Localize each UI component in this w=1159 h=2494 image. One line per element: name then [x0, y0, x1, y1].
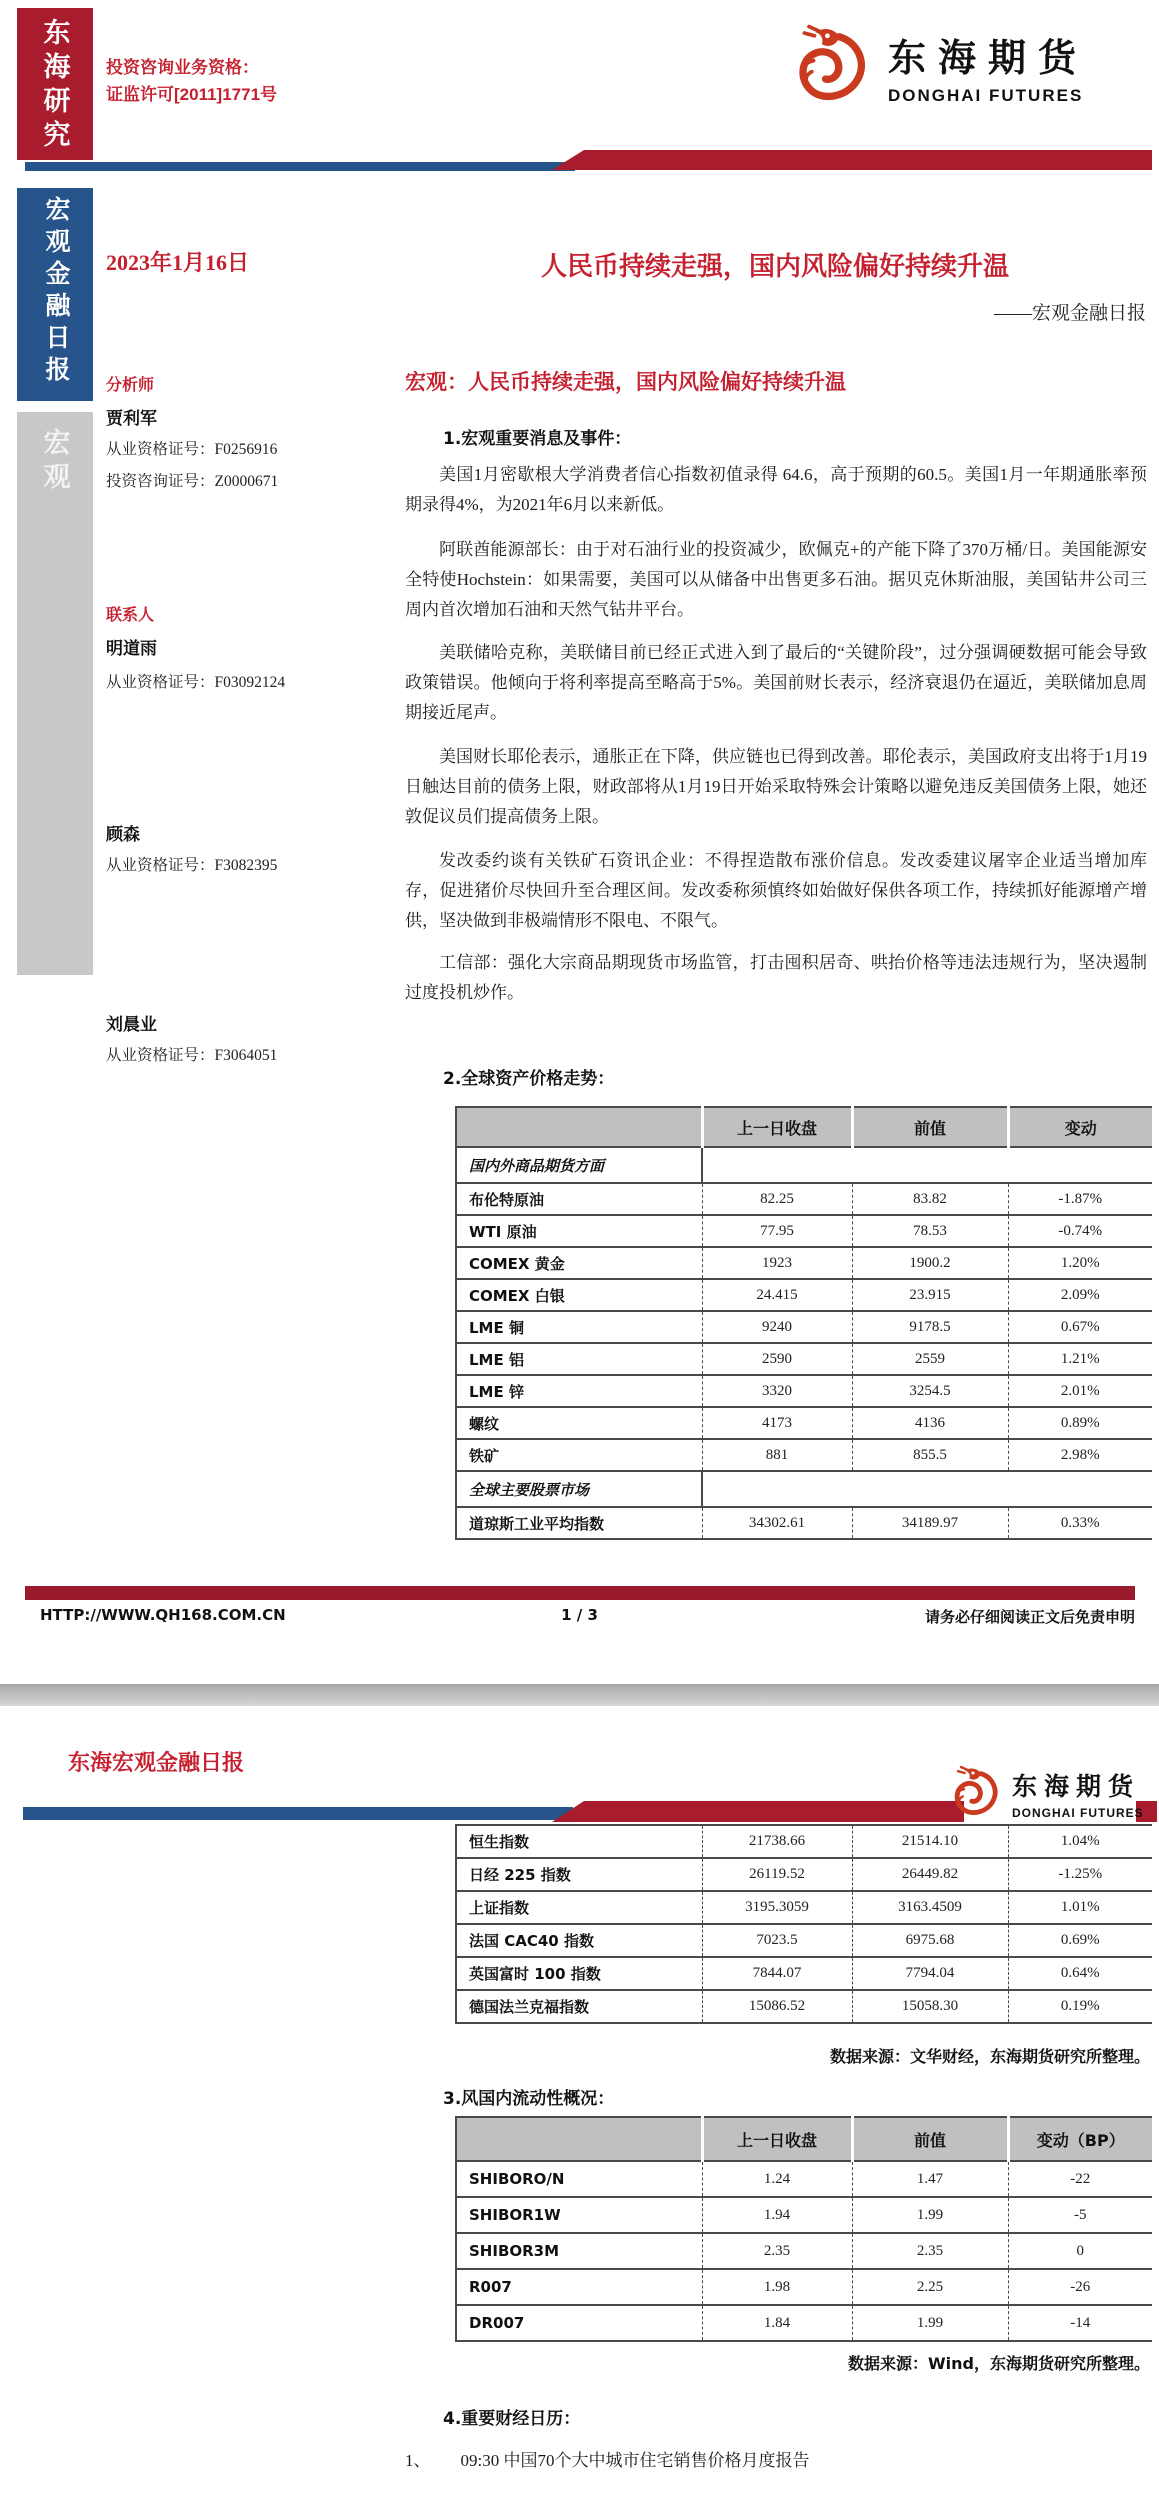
table-row: [456, 1891, 1152, 1924]
contact-cert-number: 从业资格证号：F03092124: [106, 674, 286, 691]
category-box: [17, 412, 93, 975]
row-label: DR007: [456, 2305, 702, 2341]
section-empty-cell: [702, 1147, 1152, 1183]
news-heading: 1.宏观重要消息及事件：: [443, 429, 632, 449]
company-logo: [786, 22, 1088, 119]
row-value: 2.98%: [1008, 1439, 1152, 1471]
logo-name-cn: 东海期货: [1012, 1774, 1141, 1801]
news-paragraph: 阿联酋能源部长：由于对石油行业的投资减少，欧佩克+的产能下降了370万桶/日。美国能源安全特使Hochstein：如果需要，美国可以从储备中出售更多石油。据贝克休斯油服，美国钻井公司三周内首次增加石油和天然气钻井平台。: [405, 540, 1147, 619]
row-value: 3320: [702, 1375, 852, 1407]
data-source-note: 数据来源：Wind，东海期货研究所整理。: [848, 2354, 1150, 2373]
column-header-blank: [456, 2117, 702, 2161]
row-value: 3195.3059: [702, 1891, 852, 1924]
row-value: 2590: [702, 1343, 852, 1375]
news-paragraph: 美联储哈克称，美联储目前已经正式进入到了最后的“关键阶段”，过分强调硬数据可能会导致政策错误。他倾向于将利率提高至略高于5%。美国前财长表示，经济衰退仍在逼近，美联储加息周期接近尾声。: [405, 643, 1147, 722]
header-divider-red-bar: [552, 150, 1152, 170]
contact-name: 刘晨业: [106, 1015, 157, 1035]
row-label: R007: [456, 2269, 702, 2305]
qualification-block: [106, 54, 277, 108]
calendar-item-text: 09:30 中国70个大中城市住宅销售价格月度报告: [460, 2451, 810, 2470]
row-value: 881: [702, 1439, 852, 1471]
row-label: LME 锌: [456, 1375, 702, 1407]
page2-header-title: 东海宏观金融日报: [68, 1751, 245, 1776]
analyst-advisory-number: 投资咨询证号：Z0000671: [106, 473, 279, 490]
table-row: [456, 1507, 1152, 1539]
row-value: 26449.82: [852, 1858, 1008, 1891]
row-label: 道琼斯工业平均指数: [456, 1507, 702, 1539]
row-value: 15058.30: [852, 1990, 1008, 2023]
logo-name-cn: 东海期货: [888, 37, 1089, 80]
company-logo: [946, 1764, 1144, 1829]
row-label: SHIBOR3M: [456, 2233, 702, 2269]
row-value: 0: [1008, 2233, 1152, 2269]
column-header: 前值: [852, 2117, 1008, 2161]
contact-cert-number: 从业资格证号：F3082395: [106, 857, 278, 874]
row-value: 23.915: [852, 1279, 1008, 1311]
header-divider-blue-bar: [23, 1807, 573, 1820]
table-row: [456, 1183, 1152, 1215]
table-row: [456, 2197, 1152, 2233]
row-value: 21514.10: [852, 1825, 1008, 1858]
row-value: 2.35: [702, 2233, 852, 2269]
row-value: 2.35: [852, 2233, 1008, 2269]
row-value: 7844.07: [702, 1957, 852, 1990]
calendar-heading: 4.重要财经日历：: [443, 2409, 581, 2429]
macro-section-heading: 宏观：人民币持续走强，国内风险偏好持续升温: [405, 370, 846, 394]
page-number: 1 / 3: [561, 1606, 598, 1624]
row-value: 1.01%: [1008, 1891, 1152, 1924]
row-value: 2.01%: [1008, 1375, 1152, 1407]
calendar-item: [405, 2446, 809, 2471]
row-value: 1.99: [852, 2305, 1008, 2341]
column-header: 变动（BP）: [1008, 2117, 1152, 2161]
row-value: 3254.5: [852, 1375, 1008, 1407]
row-value: 34189.97: [852, 1507, 1008, 1539]
contact-cert-number: 从业资格证号：F3064051: [106, 1047, 278, 1064]
row-value: 1.99: [852, 2197, 1008, 2233]
table-row: [456, 1957, 1152, 1990]
table-row: [456, 1375, 1152, 1407]
header-divider-blue-bar: [25, 162, 575, 171]
row-label: 德国法兰克福指数: [456, 1990, 702, 2023]
row-value: -1.25%: [1008, 1858, 1152, 1891]
row-value: 0.64%: [1008, 1957, 1152, 1990]
page-separator: [0, 1684, 1159, 1706]
row-value: 7023.5: [702, 1924, 852, 1957]
row-value: 1.47: [852, 2161, 1008, 2197]
table-row: [456, 1858, 1152, 1891]
report-date: 2023年1月16日: [106, 250, 250, 275]
row-value: 83.82: [852, 1183, 1008, 1215]
row-value: 2.25: [852, 2269, 1008, 2305]
report-type-label: 宏观金融日报: [42, 196, 69, 388]
table-row: [456, 2269, 1152, 2305]
column-header: 上一日收盘: [702, 2117, 852, 2161]
research-brand-label: 东海研究: [39, 18, 70, 154]
row-value: 2.09%: [1008, 1279, 1152, 1311]
research-brand-box: [17, 8, 93, 160]
row-value: 15086.52: [702, 1990, 852, 2023]
column-header: 上一日收盘: [702, 1107, 852, 1147]
row-value: -5: [1008, 2197, 1152, 2233]
section-label: 国内外商品期货方面: [456, 1147, 702, 1183]
news-paragraph: 工信部：强化大宗商品期现货市场监管，打击囤积居奇、哄抬价格等违法违规行为，坚决遏制过度投机炒作。: [405, 953, 1147, 1002]
domestic-liquidity-table: [455, 2116, 1152, 2342]
table-row: [456, 1407, 1152, 1439]
data-source-note: 数据来源：文华财经，东海期货研究所整理。: [829, 2047, 1150, 2066]
row-value: 9178.5: [852, 1311, 1008, 1343]
row-value: 1.98: [702, 2269, 852, 2305]
footer-divider-bar: [25, 1586, 1135, 1600]
row-value: -22: [1008, 2161, 1152, 2197]
row-label: 恒生指数: [456, 1825, 702, 1858]
table-row: [456, 1825, 1152, 1858]
row-value: 1.04%: [1008, 1825, 1152, 1858]
news-paragraph: 美国财长耶伦表示，通胀正在下降，供应链也已得到改善。耶伦表示，美国政府支出将于1月19日触达目前的债务上限，财政部将从1月19日开始采取特殊会计策略以避免违反美国债务上限，她还敦促议员们提高债务上限。: [405, 747, 1147, 826]
row-label: COMEX 白银: [456, 1279, 702, 1311]
row-value: 1900.2: [852, 1247, 1008, 1279]
section-empty-cell: [702, 1471, 1152, 1507]
dragon-logo-icon: [946, 1764, 1006, 1829]
row-value: 0.33%: [1008, 1507, 1152, 1539]
row-value: 4136: [852, 1407, 1008, 1439]
row-value: 3163.4509: [852, 1891, 1008, 1924]
global-asset-price-table-continued: [455, 1824, 1152, 2024]
table-section-row: [456, 1471, 1152, 1507]
row-value: -14: [1008, 2305, 1152, 2341]
dragon-logo-icon: [786, 22, 878, 119]
contact-name: 顾森: [106, 825, 140, 845]
row-value: 1.84: [702, 2305, 852, 2341]
analyst-section-label: 分析师: [106, 375, 155, 394]
analyst-name: 贾利军: [106, 409, 157, 429]
contact-section-label: 联系人: [106, 605, 155, 624]
table-row: [456, 1279, 1152, 1311]
row-value: 4173: [702, 1407, 852, 1439]
row-value: 21738.66: [702, 1825, 852, 1858]
row-value: 0.19%: [1008, 1990, 1152, 2023]
table-row: [456, 2233, 1152, 2269]
table-section-row: [456, 1147, 1152, 1183]
table-row: [456, 1311, 1152, 1343]
row-value: 82.25: [702, 1183, 852, 1215]
column-header: 变动: [1008, 1107, 1152, 1147]
page-2: [0, 1706, 1159, 2494]
row-label: 布伦特原油: [456, 1183, 702, 1215]
row-label: SHIBOR1W: [456, 2197, 702, 2233]
section-label: 全球主要股票市场: [456, 1471, 702, 1507]
header-divider-red-bar: [552, 1801, 964, 1822]
row-value: 78.53: [852, 1215, 1008, 1247]
row-value: 24.415: [702, 1279, 852, 1311]
report-subtitle: ——宏观金融日报: [993, 303, 1146, 324]
logo-name-en: DONGHAI FUTURES: [1012, 1806, 1144, 1820]
row-label: 日经 225 指数: [456, 1858, 702, 1891]
category-label: 宏观: [39, 428, 70, 496]
table-row: [456, 1439, 1152, 1471]
logo-name-en: DONGHAI FUTURES: [888, 85, 1084, 105]
column-header-blank: [456, 1107, 702, 1147]
row-value: 0.67%: [1008, 1311, 1152, 1343]
analyst-cert-number: 从业资格证号：F0256916: [106, 441, 278, 458]
table-header-row: [456, 2117, 1152, 2161]
row-label: 铁矿: [456, 1439, 702, 1471]
row-value: 2559: [852, 1343, 1008, 1375]
row-value: 77.95: [702, 1215, 852, 1247]
row-value: -1.87%: [1008, 1183, 1152, 1215]
table-row: [456, 1215, 1152, 1247]
row-value: -0.74%: [1008, 1215, 1152, 1247]
row-value: 0.89%: [1008, 1407, 1152, 1439]
row-value: 34302.61: [702, 1507, 852, 1539]
calendar-item-number: 1、: [405, 2451, 431, 2470]
row-value: 0.69%: [1008, 1924, 1152, 1957]
row-value: 855.5: [852, 1439, 1008, 1471]
column-header: 前值: [852, 1107, 1008, 1147]
report-type-box: [17, 188, 93, 401]
row-label: WTI 原油: [456, 1215, 702, 1247]
global-asset-price-table: [455, 1106, 1152, 1540]
row-label: LME 铝: [456, 1343, 702, 1375]
row-label: 英国富时 100 指数: [456, 1957, 702, 1990]
row-value: 7794.04: [852, 1957, 1008, 1990]
row-value: 1.94: [702, 2197, 852, 2233]
row-label: 法国 CAC40 指数: [456, 1924, 702, 1957]
news-paragraph: 发改委约谈有关铁矿石资讯企业：不得捏造散布涨价信息。发改委建议屠宰企业适当增加库存，促进猪价尽快回升至合理区间。发改委称须慎终如始做好保供各项工作，持续抓好能源增产增供，坚决做到非极端情形不限电、不限气。: [405, 851, 1147, 930]
contact-name: 明道雨: [106, 639, 157, 659]
footer-website-link[interactable]: HTTP://WWW.QH168.COM.CN: [40, 1606, 286, 1624]
row-value: 1.24: [702, 2161, 852, 2197]
report-title: 人民币持续走强，国内风险偏好持续升温: [540, 252, 1009, 282]
table-row: [456, 2161, 1152, 2197]
row-label: SHIBORO/N: [456, 2161, 702, 2197]
footer-disclaimer: 请务必仔细阅读正文后免责申明: [924, 1608, 1135, 1626]
assets-heading: 2.全球资产价格走势：: [443, 1069, 615, 1089]
row-value: 1.20%: [1008, 1247, 1152, 1279]
row-value: 6975.68: [852, 1924, 1008, 1957]
table-row: [456, 1924, 1152, 1957]
table-row: [456, 1343, 1152, 1375]
table-row: [456, 2305, 1152, 2341]
row-label: 上证指数: [456, 1891, 702, 1924]
qualification-line1: 投资咨询业务资格：: [106, 58, 259, 77]
liquidity-heading: 3.风国内流动性概况：: [443, 2089, 615, 2109]
table-row: [456, 1247, 1152, 1279]
row-value: 1.21%: [1008, 1343, 1152, 1375]
table-header-row: [456, 1107, 1152, 1147]
row-label: 螺纹: [456, 1407, 702, 1439]
news-paragraph: 美国1月密歇根大学消费者信心指数初值录得 64.6，高于预期的60.5。美国1月一年期通胀率预期录得4%，为2021年6月以来新低。: [405, 465, 1147, 514]
row-label: COMEX 黄金: [456, 1247, 702, 1279]
qualification-line2: 证监许可[2011]1771号: [106, 85, 278, 104]
row-value: 26119.52: [702, 1858, 852, 1891]
row-value: 1923: [702, 1247, 852, 1279]
row-value: 9240: [702, 1311, 852, 1343]
row-value: -26: [1008, 2269, 1152, 2305]
table-row: [456, 1990, 1152, 2023]
row-label: LME 铜: [456, 1311, 702, 1343]
